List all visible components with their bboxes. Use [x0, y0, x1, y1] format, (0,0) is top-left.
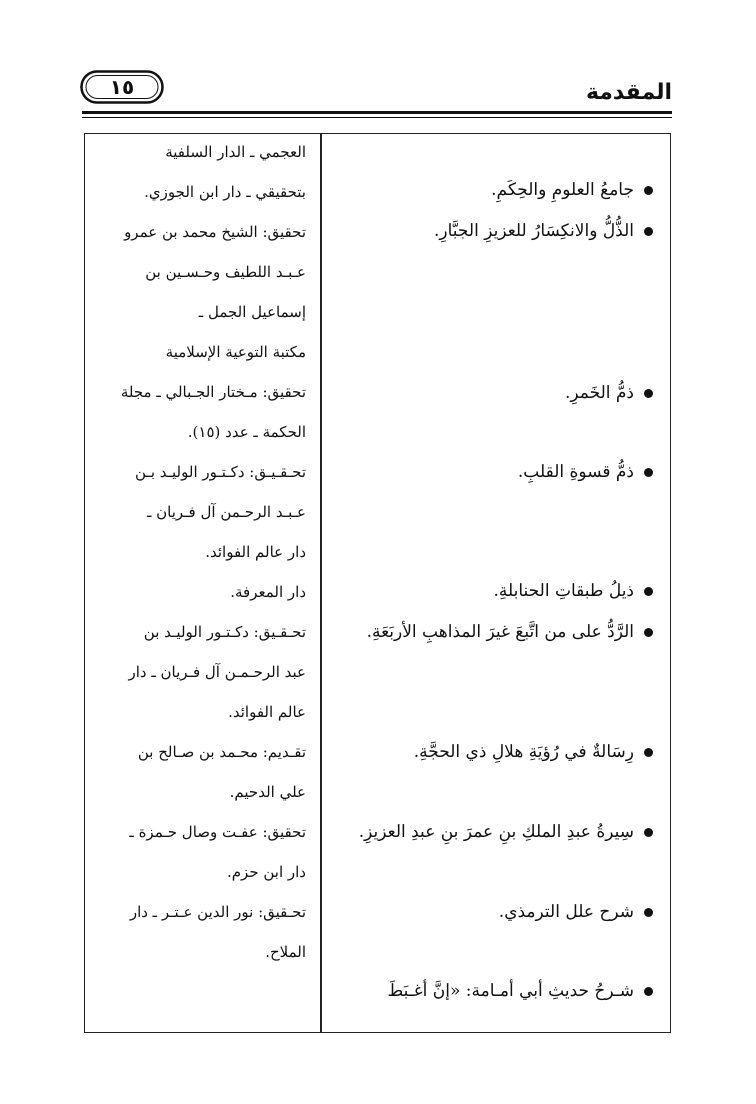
work-title: جامعُ العلومِ والحِكَمِ.: [491, 180, 634, 200]
note-line: بتحقيقي ـ دار ابن الجوزي.: [144, 183, 306, 201]
work-title: رِسَالةٌ في رُؤيَةِ هلالِ ذي الحجَّةِ.: [413, 742, 634, 762]
note-line: تحقيق: مـختار الجـبالي ـ مجلة: [120, 383, 306, 401]
work-item: [330, 581, 653, 601]
page-number: ١٥: [109, 75, 135, 99]
bullet-icon: [644, 748, 653, 757]
note-line: إسماعيل الجمل ـ: [198, 303, 306, 321]
note-line: دار عالم الفوائد.: [205, 543, 306, 561]
work-item: [330, 180, 653, 200]
work-item: [330, 902, 653, 922]
bullet-icon: [644, 587, 653, 596]
bullet-icon: [644, 468, 653, 477]
note-line: عـبـد الرحـمن آل فـريان ـ: [146, 503, 306, 521]
work-item: [330, 383, 653, 403]
bullet-icon: [644, 828, 653, 837]
work-item: [330, 622, 653, 642]
header-rule-thick: [82, 111, 672, 114]
header-title: المقدمة: [585, 80, 672, 105]
note-line: دار ابن حزم.: [227, 863, 306, 881]
bullet-icon: [644, 628, 653, 637]
work-title: شرح علل الترمذي.: [498, 902, 634, 922]
note-line: عبد الرحـمـن آل فـريان ـ دار: [128, 663, 306, 681]
work-title: الذُّلُّ والانكِسَارُ للعزيزِ الجبَّارِ.: [434, 221, 634, 241]
work-item: [330, 822, 653, 842]
note-line: تحقيق: الشيخ محمد بن عمرو: [124, 223, 306, 241]
note-line: تحقيق: عفـت وصال حـمزة ـ: [129, 823, 306, 841]
note-line: تحـقيق: نور الدين عـتـر ـ دار: [129, 903, 306, 921]
note-line: عالم الفوائد.: [228, 703, 306, 721]
note-line: مكتبة التوعية الإسلامية: [165, 343, 306, 361]
work-title: الرَّدُّ على من اتَّبعَ غيرَ المذاهبِ الأربَعَةِ.: [366, 622, 634, 642]
bullet-icon: [644, 908, 653, 917]
work-title: ذمُّ قسوةِ القلبِ.: [517, 462, 634, 482]
note-line: عـبـد اللطيف وحـسـين بن: [145, 263, 306, 281]
bullet-icon: [644, 389, 653, 398]
bullet-icon: [644, 987, 653, 996]
bullet-icon: [644, 186, 653, 195]
notes-column: [86, 133, 320, 1033]
work-item: [330, 221, 653, 241]
page-number-badge: [80, 70, 164, 104]
work-item: [330, 742, 653, 762]
works-column: [322, 133, 671, 1033]
note-line: تحـقـيـق: دكـتـور الوليـد بـن: [135, 463, 306, 481]
note-line: علي الدحيم.: [229, 783, 306, 801]
work-title: شـرحُ حديثِ أبي أمـامة: «إنَّ أغـبَطَ: [387, 981, 634, 1001]
work-item: [330, 462, 653, 482]
work-title: ذيلُ طبقاتِ الحنابلةِ.: [493, 581, 634, 601]
note-line: تحـقـيق: دكـتـور الوليـد بن: [143, 623, 306, 641]
work-title: ذمُّ الخَمرِ.: [565, 383, 634, 403]
header-rule-thin: [82, 117, 672, 118]
note-line: الملاح.: [265, 943, 306, 961]
work-title: سِيرةُ عبدِ الملكِ بنِ عمرَ بنِ عبدِ العزيزِ.: [358, 822, 634, 842]
note-line: دار المعرفة.: [230, 583, 306, 601]
note-line: الحكمة ـ عدد (١٥).: [187, 423, 306, 441]
note-line: تقـديم: محـمد بن صـالح بن: [137, 743, 306, 761]
note-line: العجمي ـ الدار السلفية: [165, 143, 306, 161]
bullet-icon: [644, 227, 653, 236]
work-item: [330, 981, 653, 1001]
